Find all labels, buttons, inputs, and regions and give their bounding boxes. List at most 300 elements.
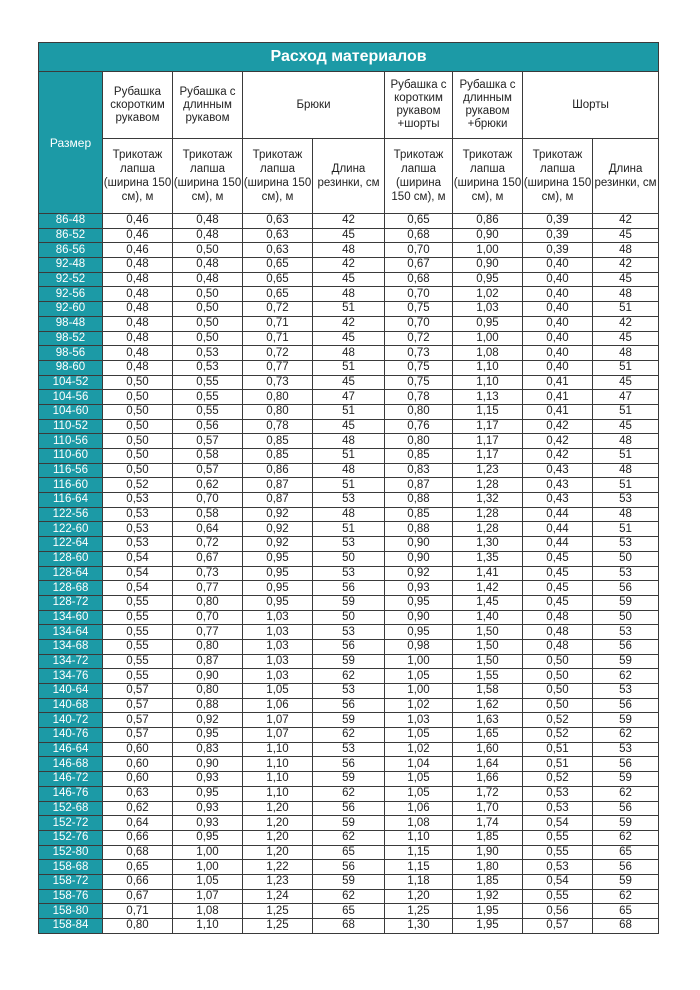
value-cell: 42: [313, 214, 385, 229]
value-cell: 59: [313, 816, 385, 831]
value-cell: 56: [593, 801, 659, 816]
value-cell: 0,53: [523, 786, 593, 801]
value-cell: 0,66: [103, 874, 173, 889]
shirt-long-trousers-header: Рубашка с длинным рукавом +брюки: [453, 72, 523, 139]
value-cell: 0,65: [243, 287, 313, 302]
value-cell: 0,80: [173, 639, 243, 654]
value-cell: 0,98: [385, 639, 453, 654]
value-cell: 0,55: [103, 625, 173, 640]
fabric-subheader: Трикотаж лапша (ширина 150 см), м: [173, 139, 243, 214]
size-cell: 158-68: [39, 860, 103, 875]
table-row: [39, 904, 659, 919]
value-cell: 45: [593, 272, 659, 287]
value-cell: 45: [313, 228, 385, 243]
value-cell: 62: [593, 786, 659, 801]
value-cell: 1,28: [453, 522, 523, 537]
size-cell: 122-56: [39, 507, 103, 522]
table-row: [39, 243, 659, 258]
value-cell: 0,55: [173, 404, 243, 419]
value-cell: 1,00: [385, 684, 453, 699]
value-cell: 53: [313, 566, 385, 581]
value-cell: 56: [593, 581, 659, 596]
value-cell: 0,70: [385, 316, 453, 331]
value-cell: 1,23: [453, 463, 523, 478]
value-cell: 1,17: [453, 419, 523, 434]
value-cell: 0,85: [385, 449, 453, 464]
value-cell: 0,46: [103, 214, 173, 229]
value-cell: 51: [313, 302, 385, 317]
size-cell: 98-56: [39, 346, 103, 361]
value-cell: 0,90: [453, 228, 523, 243]
value-cell: 53: [313, 537, 385, 552]
table-row: [39, 698, 659, 713]
value-cell: 0,41: [523, 390, 593, 405]
value-cell: 51: [313, 522, 385, 537]
value-cell: 1,60: [453, 742, 523, 757]
value-cell: 42: [313, 258, 385, 273]
size-cell: 122-64: [39, 537, 103, 552]
value-cell: 53: [313, 625, 385, 640]
table-row: [39, 860, 659, 875]
value-cell: 1,20: [243, 801, 313, 816]
value-cell: 0,50: [103, 375, 173, 390]
value-cell: 47: [313, 390, 385, 405]
value-cell: 51: [313, 404, 385, 419]
value-cell: 1,58: [453, 684, 523, 699]
value-cell: 1,03: [385, 713, 453, 728]
table-row: [39, 522, 659, 537]
value-cell: 0,48: [103, 287, 173, 302]
value-cell: 47: [593, 390, 659, 405]
value-cell: 0,43: [523, 493, 593, 508]
value-cell: 51: [593, 478, 659, 493]
table-row: [39, 566, 659, 581]
value-cell: 0,50: [103, 390, 173, 405]
value-cell: 0,57: [173, 434, 243, 449]
size-cell: 122-60: [39, 522, 103, 537]
table-row: [39, 493, 659, 508]
value-cell: 0,48: [523, 625, 593, 640]
value-cell: 0,58: [173, 449, 243, 464]
value-cell: 1,15: [385, 860, 453, 875]
value-cell: 62: [593, 669, 659, 684]
value-cell: 0,65: [243, 272, 313, 287]
size-cell: 128-64: [39, 566, 103, 581]
value-cell: 0,43: [523, 478, 593, 493]
table-row: [39, 537, 659, 552]
table-row: [39, 581, 659, 596]
value-cell: 53: [593, 625, 659, 640]
shirt-short-shorts-header: Рубашка с коротким рукавом +шорты: [385, 72, 453, 139]
value-cell: 0,48: [103, 272, 173, 287]
value-cell: 0,46: [103, 243, 173, 258]
size-cell: 104-56: [39, 390, 103, 405]
size-cell: 158-84: [39, 919, 103, 934]
value-cell: 0,58: [173, 507, 243, 522]
size-cell: 98-48: [39, 316, 103, 331]
value-cell: 0,93: [385, 581, 453, 596]
table-row: [39, 419, 659, 434]
value-cell: 0,48: [103, 346, 173, 361]
value-cell: 45: [313, 272, 385, 287]
table-row: [39, 772, 659, 787]
value-cell: 0,48: [103, 331, 173, 346]
value-cell: 0,54: [103, 581, 173, 596]
value-cell: 1,15: [453, 404, 523, 419]
value-cell: 0,57: [103, 713, 173, 728]
value-cell: 0,48: [173, 228, 243, 243]
value-cell: 0,70: [385, 287, 453, 302]
value-cell: 0,70: [385, 243, 453, 258]
value-cell: 0,68: [385, 272, 453, 287]
size-cell: 146-64: [39, 742, 103, 757]
value-cell: 0,83: [385, 463, 453, 478]
table-row: [39, 434, 659, 449]
value-cell: 0,45: [523, 595, 593, 610]
value-cell: 1,03: [453, 302, 523, 317]
value-cell: 0,62: [173, 478, 243, 493]
value-cell: 0,80: [243, 404, 313, 419]
value-cell: 53: [593, 742, 659, 757]
value-cell: 0,72: [173, 537, 243, 552]
value-cell: 0,92: [385, 566, 453, 581]
table-row: [39, 625, 659, 640]
value-cell: 1,00: [173, 860, 243, 875]
table-row: [39, 551, 659, 566]
value-cell: 50: [593, 610, 659, 625]
value-cell: 0,50: [173, 302, 243, 317]
table-row: [39, 889, 659, 904]
value-cell: 0,48: [103, 360, 173, 375]
value-cell: 0,87: [243, 493, 313, 508]
value-cell: 1,20: [243, 830, 313, 845]
value-cell: 56: [593, 757, 659, 772]
value-cell: 1,66: [453, 772, 523, 787]
size-cell: 134-72: [39, 654, 103, 669]
value-cell: 0,95: [173, 728, 243, 743]
value-cell: 1,30: [453, 537, 523, 552]
value-cell: 1,30: [385, 919, 453, 934]
size-cell: 152-80: [39, 845, 103, 860]
value-cell: 0,53: [173, 360, 243, 375]
value-cell: 0,55: [103, 639, 173, 654]
value-cell: 62: [313, 830, 385, 845]
value-cell: 1,80: [453, 860, 523, 875]
value-cell: 56: [313, 581, 385, 596]
value-cell: 0,50: [103, 434, 173, 449]
size-column-header: Размер: [39, 72, 103, 214]
shirt-short-header: Рубашка скоротким рукавом: [103, 72, 173, 139]
value-cell: 0,48: [523, 639, 593, 654]
value-cell: 0,95: [243, 581, 313, 596]
value-cell: 56: [593, 698, 659, 713]
value-cell: 62: [313, 669, 385, 684]
value-cell: 1,50: [453, 639, 523, 654]
value-cell: 0,95: [243, 595, 313, 610]
value-cell: 0,93: [173, 801, 243, 816]
value-cell: 0,41: [523, 404, 593, 419]
value-cell: 1,18: [385, 874, 453, 889]
value-cell: 0,53: [103, 493, 173, 508]
value-cell: 1,00: [453, 331, 523, 346]
value-cell: 0,50: [103, 404, 173, 419]
size-cell: 128-68: [39, 581, 103, 596]
table-row: [39, 757, 659, 772]
value-cell: 1,72: [453, 786, 523, 801]
table-row: [39, 375, 659, 390]
table-row: [39, 610, 659, 625]
value-cell: 0,55: [523, 889, 593, 904]
value-cell: 0,55: [173, 390, 243, 405]
value-cell: 0,40: [523, 258, 593, 273]
value-cell: 0,52: [523, 713, 593, 728]
value-cell: 56: [313, 639, 385, 654]
value-cell: 45: [593, 331, 659, 346]
table-row: [39, 713, 659, 728]
value-cell: 0,51: [523, 757, 593, 772]
value-cell: 0,56: [523, 904, 593, 919]
table-row: [39, 728, 659, 743]
value-cell: 1,02: [385, 698, 453, 713]
value-cell: 1,45: [453, 595, 523, 610]
value-cell: 0,40: [523, 316, 593, 331]
value-cell: 0,73: [173, 566, 243, 581]
value-cell: 0,90: [453, 258, 523, 273]
value-cell: 0,43: [523, 463, 593, 478]
value-cell: 59: [593, 874, 659, 889]
value-cell: 1,17: [453, 434, 523, 449]
value-cell: 62: [593, 728, 659, 743]
value-cell: 0,73: [385, 346, 453, 361]
value-cell: 1,55: [453, 669, 523, 684]
value-cell: 1,24: [243, 889, 313, 904]
value-cell: 0,55: [103, 595, 173, 610]
table-row: [39, 742, 659, 757]
value-cell: 0,72: [385, 331, 453, 346]
value-cell: 0,95: [243, 551, 313, 566]
value-cell: 0,57: [173, 463, 243, 478]
value-cell: 0,78: [385, 390, 453, 405]
value-cell: 48: [313, 507, 385, 522]
value-cell: 0,86: [243, 463, 313, 478]
fabric-subheader: Трикотаж лапша (ширина 150 см), м: [523, 139, 593, 214]
value-cell: 0,40: [523, 302, 593, 317]
value-cell: 48: [593, 346, 659, 361]
value-cell: 62: [313, 786, 385, 801]
value-cell: 0,80: [103, 919, 173, 934]
size-cell: 152-72: [39, 816, 103, 831]
value-cell: 0,95: [173, 786, 243, 801]
value-cell: 68: [593, 919, 659, 934]
value-cell: 0,57: [523, 919, 593, 934]
value-cell: 0,48: [103, 302, 173, 317]
size-cell: 134-68: [39, 639, 103, 654]
value-cell: 65: [313, 904, 385, 919]
table-row: [39, 360, 659, 375]
size-cell: 146-76: [39, 786, 103, 801]
value-cell: 0,77: [243, 360, 313, 375]
value-cell: 1,85: [453, 830, 523, 845]
value-cell: 1,10: [453, 360, 523, 375]
value-cell: 59: [313, 874, 385, 889]
value-cell: 0,80: [173, 684, 243, 699]
size-cell: 134-60: [39, 610, 103, 625]
value-cell: 0,44: [523, 537, 593, 552]
value-cell: 1,10: [173, 919, 243, 934]
value-cell: 0,70: [173, 610, 243, 625]
value-cell: 0,50: [173, 243, 243, 258]
size-cell: 140-64: [39, 684, 103, 699]
value-cell: 0,46: [103, 228, 173, 243]
size-cell: 98-52: [39, 331, 103, 346]
table-title: Расход материалов: [39, 43, 659, 72]
value-cell: 0,56: [173, 419, 243, 434]
value-cell: 0,41: [523, 375, 593, 390]
value-cell: 48: [593, 507, 659, 522]
table-row: [39, 654, 659, 669]
value-cell: 1,05: [173, 874, 243, 889]
value-cell: 0,50: [173, 316, 243, 331]
value-cell: 62: [593, 830, 659, 845]
value-cell: 0,63: [243, 228, 313, 243]
value-cell: 0,57: [103, 698, 173, 713]
size-cell: 92-56: [39, 287, 103, 302]
table-row: [39, 287, 659, 302]
value-cell: 1,03: [243, 654, 313, 669]
value-cell: 1,42: [453, 581, 523, 596]
table-row: [39, 669, 659, 684]
value-cell: 0,40: [523, 272, 593, 287]
value-cell: 50: [313, 610, 385, 625]
value-cell: 42: [593, 214, 659, 229]
value-cell: 53: [593, 537, 659, 552]
value-cell: 1,08: [453, 346, 523, 361]
fabric-subheader: Трикотаж лапша (ширина 150 см), м: [103, 139, 173, 214]
table-row: [39, 801, 659, 816]
value-cell: 65: [313, 845, 385, 860]
value-cell: 51: [593, 360, 659, 375]
table-row: [39, 331, 659, 346]
table-row: [39, 346, 659, 361]
size-cell: 110-60: [39, 449, 103, 464]
value-cell: 0,85: [243, 449, 313, 464]
value-cell: 1,20: [243, 845, 313, 860]
value-cell: 1,02: [385, 742, 453, 757]
value-cell: 42: [593, 316, 659, 331]
value-cell: 0,65: [385, 214, 453, 229]
value-cell: 0,95: [453, 316, 523, 331]
value-cell: 0,53: [173, 346, 243, 361]
size-cell: 134-76: [39, 669, 103, 684]
value-cell: 1,10: [243, 742, 313, 757]
value-cell: 0,60: [103, 742, 173, 757]
value-cell: 1,00: [385, 654, 453, 669]
value-cell: 1,05: [385, 728, 453, 743]
value-cell: 1,64: [453, 757, 523, 772]
value-cell: 1,07: [173, 889, 243, 904]
value-cell: 59: [313, 595, 385, 610]
value-cell: 0,95: [453, 272, 523, 287]
value-cell: 1,10: [385, 830, 453, 845]
table-row: [39, 302, 659, 317]
value-cell: 0,64: [173, 522, 243, 537]
value-cell: 0,39: [523, 214, 593, 229]
value-cell: 0,86: [453, 214, 523, 229]
value-cell: 1,10: [243, 786, 313, 801]
value-cell: 1,10: [243, 772, 313, 787]
value-cell: 1,20: [385, 889, 453, 904]
value-cell: 1,25: [243, 919, 313, 934]
value-cell: 1,03: [243, 625, 313, 640]
value-cell: 0,48: [103, 316, 173, 331]
value-cell: 62: [313, 889, 385, 904]
value-cell: 0,76: [385, 419, 453, 434]
value-cell: 0,52: [103, 478, 173, 493]
value-cell: 0,83: [173, 742, 243, 757]
value-cell: 0,60: [103, 757, 173, 772]
value-cell: 1,40: [453, 610, 523, 625]
value-cell: 0,63: [243, 214, 313, 229]
value-cell: 1,04: [385, 757, 453, 772]
table-row: [39, 228, 659, 243]
table-row: [39, 449, 659, 464]
value-cell: 0,57: [103, 684, 173, 699]
value-cell: 59: [313, 654, 385, 669]
value-cell: 0,90: [173, 757, 243, 772]
fabric-subheader: Трикотаж лапша (ширина 150 см), м: [243, 139, 313, 214]
size-cell: 116-64: [39, 493, 103, 508]
value-cell: 0,48: [103, 258, 173, 273]
value-cell: 0,55: [103, 669, 173, 684]
value-cell: 1,10: [453, 375, 523, 390]
value-cell: 1,65: [453, 728, 523, 743]
value-cell: 48: [593, 287, 659, 302]
value-cell: 0,55: [523, 830, 593, 845]
value-cell: 48: [593, 243, 659, 258]
value-cell: 1,95: [453, 919, 523, 934]
size-cell: 140-72: [39, 713, 103, 728]
value-cell: 50: [313, 551, 385, 566]
value-cell: 48: [313, 434, 385, 449]
value-cell: 0,53: [103, 522, 173, 537]
value-cell: 0,95: [385, 625, 453, 640]
value-cell: 51: [313, 478, 385, 493]
value-cell: 1,06: [385, 801, 453, 816]
size-cell: 158-80: [39, 904, 103, 919]
value-cell: 1,07: [243, 713, 313, 728]
value-cell: 1,20: [243, 816, 313, 831]
value-cell: 1,50: [453, 654, 523, 669]
value-cell: 51: [313, 449, 385, 464]
value-cell: 0,39: [523, 228, 593, 243]
table-row: [39, 639, 659, 654]
value-cell: 56: [313, 757, 385, 772]
table-row: [39, 816, 659, 831]
value-cell: 0,68: [385, 228, 453, 243]
value-cell: 48: [313, 463, 385, 478]
value-cell: 0,53: [103, 537, 173, 552]
elastic-subheader: Длина резинки, см: [593, 139, 659, 214]
value-cell: 0,73: [243, 375, 313, 390]
value-cell: 0,95: [243, 566, 313, 581]
table-row: [39, 316, 659, 331]
value-cell: 0,90: [385, 537, 453, 552]
size-cell: 86-52: [39, 228, 103, 243]
value-cell: 0,50: [523, 684, 593, 699]
value-cell: 62: [593, 889, 659, 904]
table-row: [39, 874, 659, 889]
table-row: [39, 919, 659, 934]
